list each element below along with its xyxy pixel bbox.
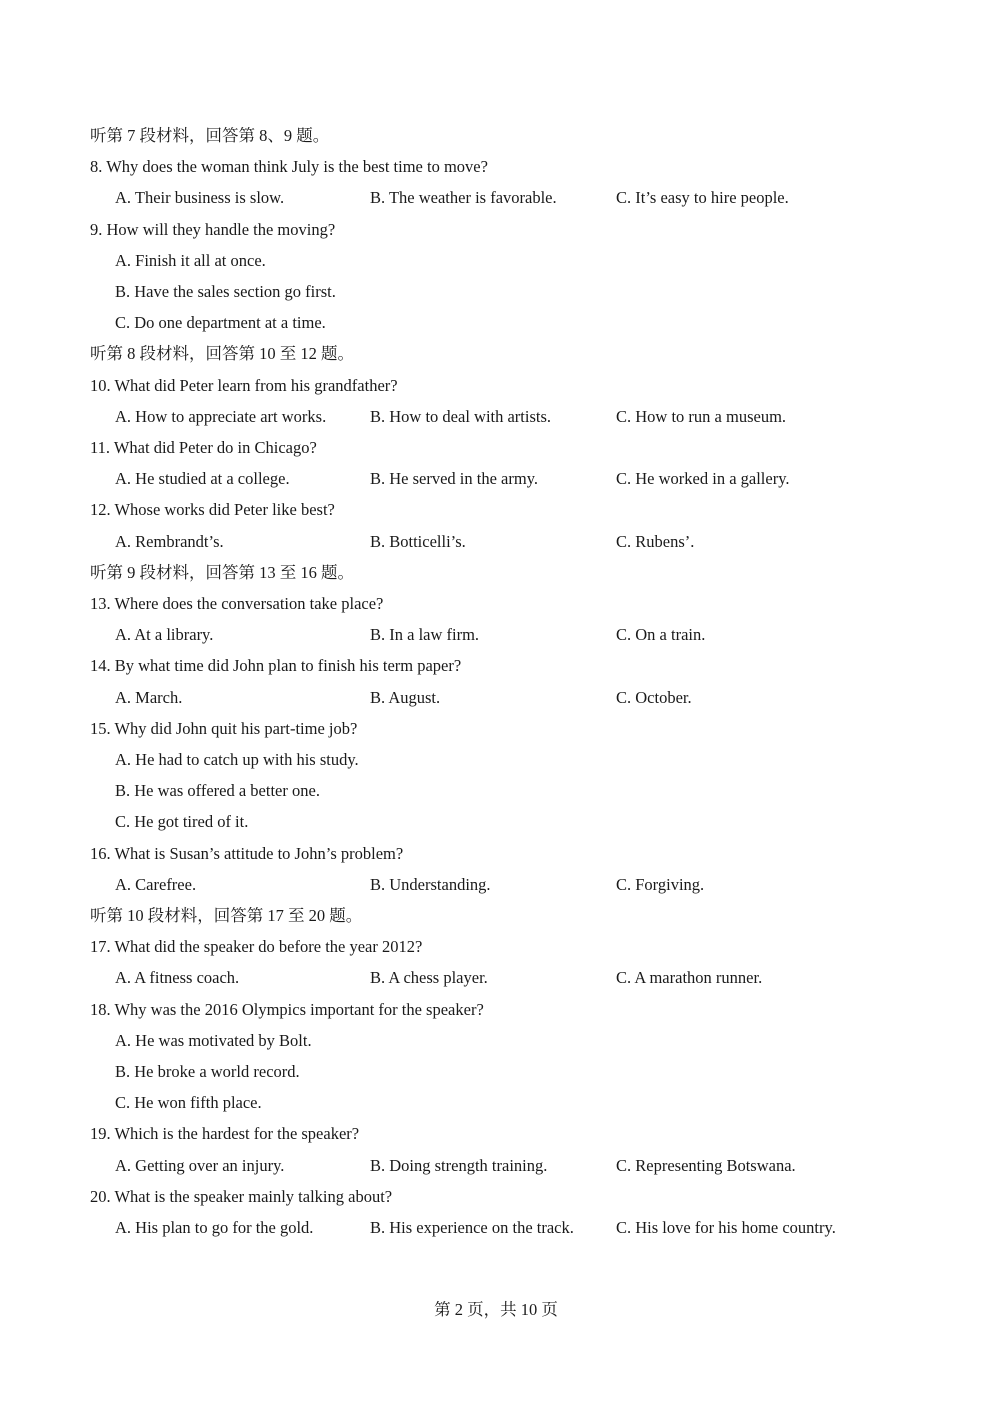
answer-option: A. Their business is slow. bbox=[115, 188, 285, 208]
section-heading: 听第 8 段材料，回答第 10 至 12 题。 bbox=[90, 344, 354, 364]
answer-option: C. On a train. bbox=[616, 625, 706, 645]
answer-options-row bbox=[90, 526, 950, 557]
question-stem: 18. Why was the 2016 Olympics important for the speaker? bbox=[90, 999, 484, 1019]
answer-option: B. August. bbox=[370, 687, 441, 707]
answer-option: C. His love for his home country. bbox=[616, 1218, 836, 1237]
answer-options-row bbox=[90, 619, 950, 650]
answer-option: B. His experience on the track. bbox=[370, 1218, 574, 1237]
answer-option: B. In a law firm. bbox=[370, 625, 480, 645]
answer-option: B. A chess player. bbox=[370, 968, 488, 988]
question-stem: 11. What did Peter do in Chicago? bbox=[90, 438, 317, 457]
answer-options-row bbox=[90, 1212, 950, 1243]
question-stem: 16. What is Susan’s attitude to John’s problem? bbox=[90, 843, 404, 863]
answer-option: C. Do one department at a time. bbox=[115, 313, 326, 333]
section-heading: 听第 7 段材料，回答第 8、9 题。 bbox=[90, 126, 330, 145]
answer-option: B. He was offered a better one. bbox=[115, 781, 320, 801]
question-stem: 12. Whose works did Peter like best? bbox=[90, 500, 335, 520]
answer-option: B. He broke a world record. bbox=[115, 1062, 300, 1081]
answer-option: C. He won fifth place. bbox=[115, 1093, 262, 1113]
answer-option: B. Have the sales section go first. bbox=[115, 282, 336, 301]
answer-option: B. How to deal with artists. bbox=[370, 406, 552, 426]
answer-option: C. Representing Botswana. bbox=[616, 1155, 796, 1175]
question-stem: 19. Which is the hardest for the speaker? bbox=[90, 1124, 360, 1144]
answer-option: C. He worked in a gallery. bbox=[616, 469, 790, 489]
section-heading: 听第 10 段材料，回答第 17 至 20 题。 bbox=[90, 906, 363, 925]
answer-option: C. He got tired of it. bbox=[115, 812, 249, 832]
answer-option: B. Understanding. bbox=[370, 874, 491, 894]
answer-option: A. March. bbox=[115, 687, 183, 707]
answer-options-row bbox=[90, 1150, 950, 1181]
answer-option: A. He was motivated by Bolt. bbox=[115, 1030, 312, 1050]
answer-options-row bbox=[90, 869, 950, 900]
answer-option: B. Doing strength training. bbox=[370, 1155, 548, 1175]
question-stem: 20. What is the speaker mainly talking about? bbox=[90, 1186, 393, 1206]
answer-option: C. Rubens’. bbox=[616, 531, 695, 551]
answer-option: A. He had to catch up with his study. bbox=[115, 750, 359, 769]
question-stem: 17. What did the speaker do before the year 2012? bbox=[90, 937, 423, 957]
question-stem: 15. Why did John quit his part-time job? bbox=[90, 718, 358, 738]
answer-options-row bbox=[90, 682, 950, 713]
answer-option: C. October. bbox=[616, 687, 692, 707]
answer-option: C. Forgiving. bbox=[616, 874, 705, 894]
answer-options-row bbox=[90, 182, 950, 213]
question-stem: 9. How will they handle the moving? bbox=[90, 219, 336, 239]
answer-option: A. His plan to go for the gold. bbox=[115, 1218, 314, 1237]
answer-option: C. How to run a museum. bbox=[616, 406, 787, 426]
question-stem: 8. Why does the woman think July is the best time to move? bbox=[90, 157, 488, 177]
answer-option: A. At a library. bbox=[115, 625, 214, 645]
answer-option: A. Carefree. bbox=[115, 874, 197, 894]
answer-option: A. Getting over an injury. bbox=[115, 1155, 285, 1175]
answer-option: A. Rembrandt’s. bbox=[115, 531, 224, 551]
answer-option: A. How to appreciate art works. bbox=[115, 406, 327, 426]
question-stem: 14. By what time did John plan to finish his term paper? bbox=[90, 656, 462, 676]
answer-option: A. A fitness coach. bbox=[115, 968, 240, 988]
answer-option: C. It’s easy to hire people. bbox=[616, 188, 789, 208]
section-heading: 听第 9 段材料，回答第 13 至 16 题。 bbox=[90, 562, 354, 582]
answer-option: A. Finish it all at once. bbox=[115, 250, 266, 270]
answer-options-row bbox=[90, 463, 950, 494]
answer-option: A. He studied at a college. bbox=[115, 469, 290, 489]
answer-option: C. A marathon runner. bbox=[616, 968, 763, 988]
answer-option: B. Botticelli’s. bbox=[370, 531, 466, 551]
question-stem: 10. What did Peter learn from his grandfather? bbox=[90, 375, 398, 395]
page-footer: 第 2 页，共 10 页 bbox=[434, 1300, 558, 1319]
answer-option: B. He served in the army. bbox=[370, 469, 539, 489]
answer-options-row bbox=[90, 962, 950, 993]
answer-options-row bbox=[90, 401, 950, 432]
question-stem: 13. Where does the conversation take place? bbox=[90, 594, 384, 613]
answer-option: B. The weather is favorable. bbox=[370, 188, 557, 208]
